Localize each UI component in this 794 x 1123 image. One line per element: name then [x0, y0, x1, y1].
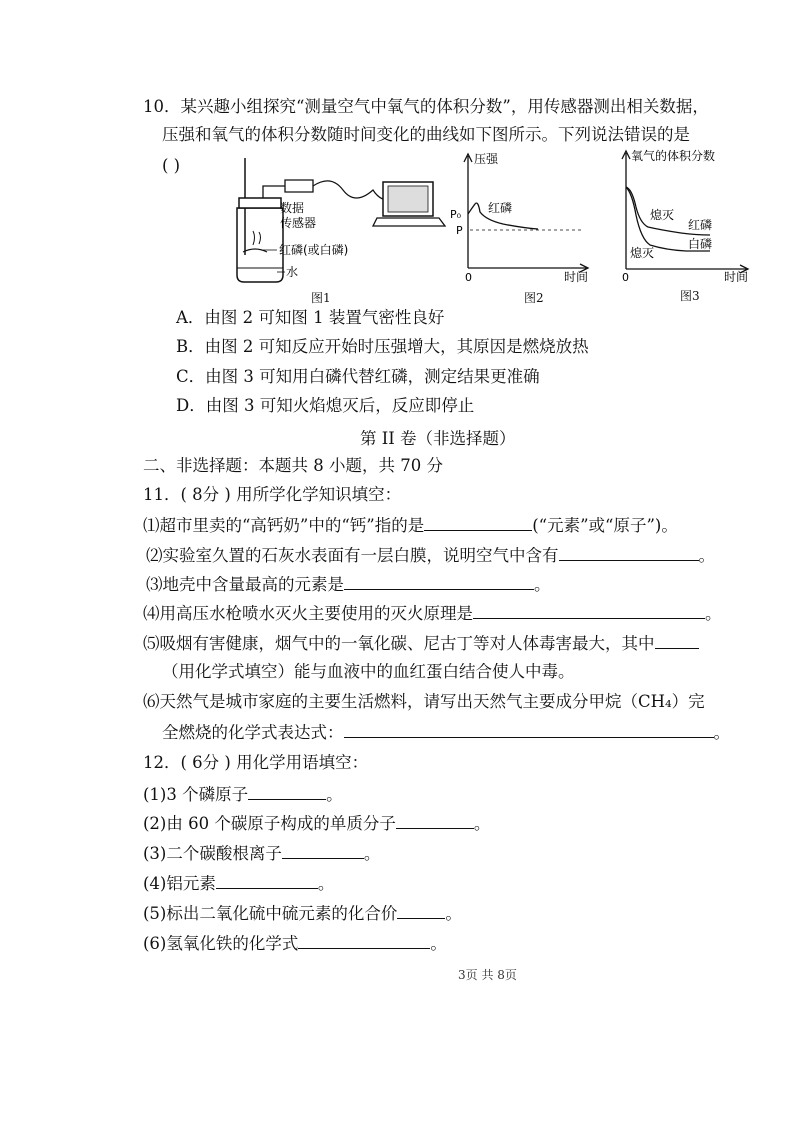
q11-part3-text: ⑶地壳中含量最高的元素是 [146, 575, 344, 594]
q12-part6-blank[interactable] [298, 932, 430, 949]
q11-part2-text: ⑵实验室久置的石灰水表面有一层白膜，说明空气中含有 [146, 546, 559, 565]
q11-part4: ⑷用高压水枪喷水灭火主要使用的灭火原理是 。 [143, 604, 722, 623]
q11-part4-text: ⑷用高压水枪喷水灭火主要使用的灭火原理是 [143, 604, 473, 623]
fig1-caption: 图1 [311, 291, 331, 305]
q12-part5-blank[interactable] [397, 902, 445, 919]
fig2-p0-label: P₀ [450, 208, 462, 221]
fig3-caption: 图3 [680, 289, 700, 303]
fig1-phosphorus-label: 红磷(或白磷) [279, 243, 349, 257]
q12-part1-text: (1)3 个磷原子 [143, 785, 249, 804]
q11-part1 [143, 514, 678, 537]
q12-part4: (4)铝元素 。 [143, 874, 335, 893]
q12-part3-blank[interactable] [282, 842, 364, 859]
fig3-origin: 0 [622, 271, 629, 282]
q12-title: 12．( 6分 ) 用化学用语填空： [143, 753, 369, 772]
q12-part5-text: (5)标出二氧化硫中硫元素的化合价 [143, 904, 398, 923]
figure-1-apparatus [215, 150, 455, 310]
figure-2-pressure-chart [448, 150, 598, 285]
q10-option-b: B．由图 2 可知反应开始时压强增大，其原因是燃烧放热 [176, 337, 589, 356]
q12-part4-blank[interactable] [216, 872, 318, 889]
q11-part6-blank[interactable] [344, 721, 714, 738]
fig2-curve-label: 红磷 [488, 201, 513, 215]
section-heading: 二、非选择题：本题共 8 小题，共 70 分 [143, 456, 443, 475]
q11-part3-blank[interactable] [344, 573, 534, 590]
q11-title: 11．( 8分 ) 用所学化学知识填空： [143, 485, 402, 504]
fig2-y-label: 压强 [474, 152, 499, 166]
q11-part5-cont: （用化学式填空）能与血液中的血红蛋白结合使人中毒。 [162, 662, 575, 681]
q12-part3: (3)二个碳酸根离子 。 [143, 844, 381, 863]
q10-option-c: C．由图 3 可知用白磷代替红磷，测定结果更准确 [176, 367, 540, 386]
fig1-water-label: 水 [286, 265, 299, 279]
q11-part2-blank[interactable] [559, 544, 699, 561]
q11-part1-suffix: (“元素”或“原子”)。 [532, 516, 678, 535]
fig3-y-label: 氧气的体积分数 [631, 149, 716, 163]
fig1-sensor-label-2: 传感器 [280, 216, 317, 230]
q11-part3: ⑶地壳中含量最高的元素是 。 [146, 575, 551, 594]
q11-part5 [143, 632, 699, 655]
q11-part5-blank[interactable] [655, 632, 699, 649]
fig2-x-label: 时间 [564, 270, 589, 284]
q12-part2-blank[interactable] [396, 812, 474, 829]
q12-part4-text: (4)铝元素 [143, 874, 216, 893]
q12-part1: (1)3 个磷原子 。 [143, 785, 343, 804]
q12-part6: (6)氢氧化铁的化学式 。 [143, 934, 447, 953]
q12-part3-text: (3)二个碳酸根离子 [143, 844, 282, 863]
fig3-white-phosphorus-label: 白磷 [688, 237, 713, 251]
q11-part1-text: ⑴超市里卖的“高钙奶”中的“钙”指的是 [143, 516, 425, 535]
fig2-caption: 图2 [524, 291, 544, 305]
q11-part1-blank[interactable] [424, 514, 532, 531]
fig3-red-phosphorus-label: 红磷 [688, 218, 713, 232]
q10-line1: 10．某兴趣小组探究“测量空气中氧气的体积分数”，用传感器测出相关数据， [143, 97, 709, 116]
figure-3-oxygen-chart [606, 147, 756, 282]
fig2-origin: 0 [465, 271, 472, 284]
fig3-extinguish-label-1: 熄灭 [650, 208, 675, 222]
fig2-p-label: P [456, 224, 463, 237]
q12-part2: (2)由 60 个碳原子构成的单质分子 。 [143, 814, 491, 833]
q11-part2: ⑵实验室久置的石灰水表面有一层白膜，说明空气中含有 。 [146, 546, 715, 565]
q11-part6-text: 全燃烧的化学式表达式： [162, 723, 344, 742]
q10-line2: 压强和氧气的体积分数随时间变化的曲线如下图所示。下列说法错误的是 [162, 125, 690, 144]
q10-option-d: D．由图 3 可知火焰熄灭后，反应即停止 [176, 396, 475, 415]
q11-part6: ⑹天然气是城市家庭的主要生活燃料，请写出天然气主要成分甲烷（CH₄）完 [143, 692, 705, 711]
section-title: 第 II 卷（非选择题） [360, 429, 516, 448]
fig1-sensor-label-1: 数据 [280, 201, 305, 215]
q12-part6-text: (6)氢氧化铁的化学式 [143, 934, 299, 953]
q12-part1-blank[interactable] [248, 783, 326, 800]
page-footer: 3页 共 8页 [458, 968, 517, 982]
q10-answer-paren: ( ) [162, 156, 181, 175]
q12-part2-text: (2)由 60 个碳原子构成的单质分子 [143, 814, 396, 833]
q11-part5-text: ⑸吸烟有害健康，烟气中的一氧化碳、尼古丁等对人体毒害最大，其中 [143, 634, 655, 653]
fig3-x-label: 时间 [724, 270, 749, 282]
fig3-extinguish-label-2: 熄灭 [630, 246, 655, 260]
q12-part5: (5)标出二氧化硫中硫元素的化合价 。 [143, 904, 462, 923]
q11-part6-cont: 全燃烧的化学式表达式： 。 [162, 723, 730, 742]
q10-option-a: A．由图 2 可知图 1 装置气密性良好 [176, 308, 445, 327]
q11-part4-blank[interactable] [473, 602, 705, 619]
